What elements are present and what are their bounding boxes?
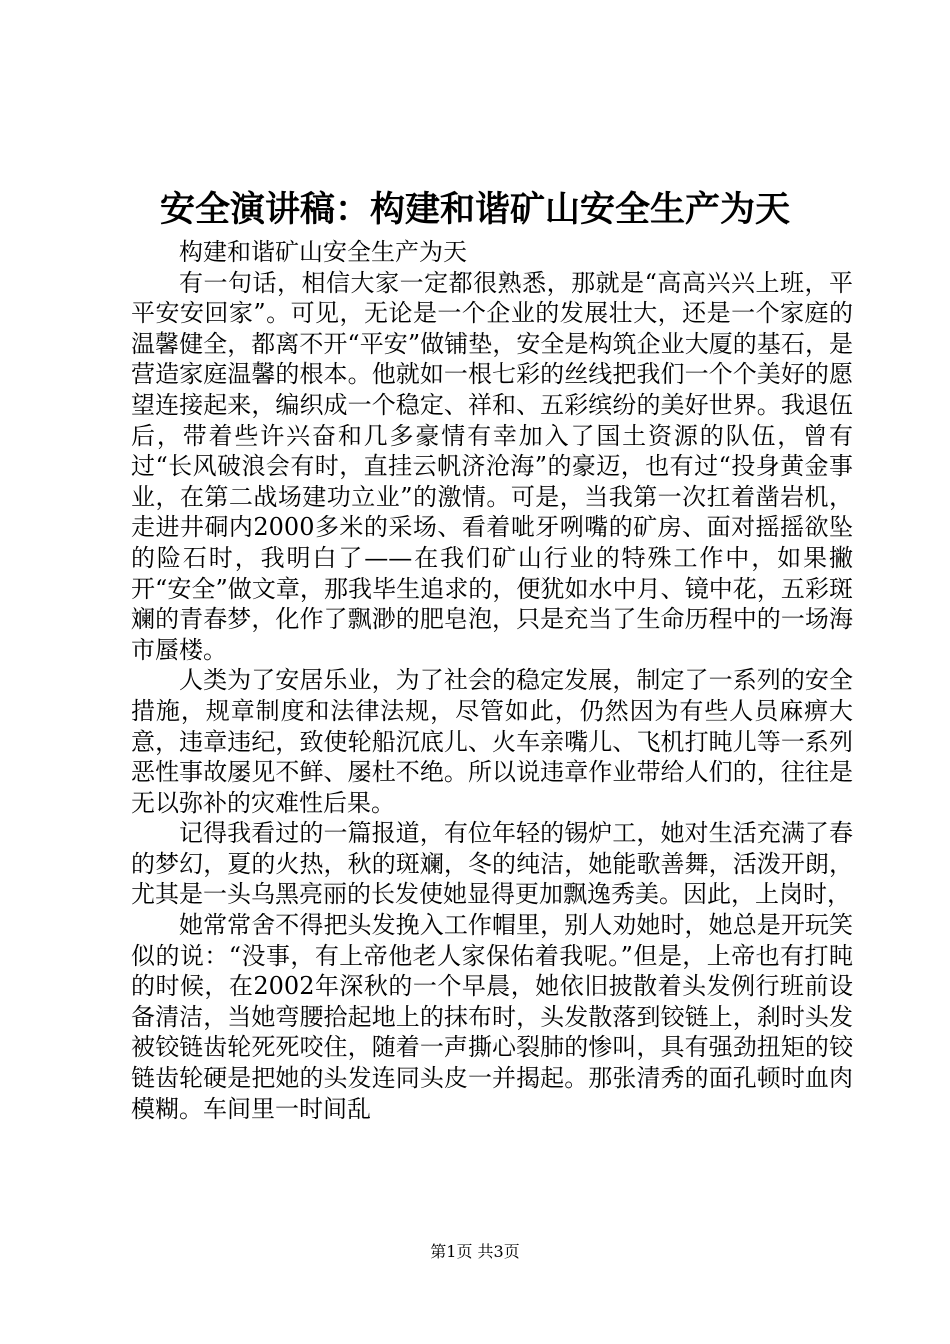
body-paragraph: 她常常舍不得把头发挽入工作帽里，别人劝她时，她总是开玩笑似的说：“没事，有上帝他老人家保佑着我呢。”但是，上帝也有打盹的时候，在2002年深秋的一个早晨，她依旧披散着头发例行班前设备清洁，当她弯腰拾起地上的抹布时，头发散落到铰链上，刹时头发被铰链齿轮死死咬住，随着一声撕心裂肺的惨叫，具有强劲扭矩的铰链齿轮硬是把她的头发连同头皮一并揭起。那张清秀的面孔顿时血肉模糊。车间里一时间乱: [131, 911, 853, 1123]
document-title: 安全演讲稿：构建和谐矿山安全生产为天: [159, 189, 790, 230]
subtitle-paragraph: 构建和谐矿山安全生产为天: [179, 238, 467, 266]
body-paragraph: 记得我看过的一篇报道，有位年轻的锡炉工，她对生活充满了春的梦幻，夏的火热，秋的斑斓，冬的纯洁，她能歌善舞，活泼开朗，尤其是一头乌黑亮丽的长发使她显得更加飘逸秀美。因此，上岗时，: [131, 819, 853, 909]
body-paragraph: 有一句话，相信大家一定都很熟悉，那就是“高高兴兴上班，平平安安回家”。可见，无论是一个企业的发展壮大，还是一个家庭的温馨健全，都离不开“平安”做铺垫，安全是构筑企业大厦的基石，是营造家庭温馨的根本。他就如一根七彩的丝线把我们一个个美好的愿望连接起来，编织成一个稳定、祥和、五彩缤纷的美好世界。我退伍后，带着些许兴奋和几多豪情有幸加入了国土资源的队伍，曾有过“长风破浪会有时，直挂云帆济沧海”的豪迈，也有过“投身黄金事业，在第二战场建功立业”的激情。可是，当我第一次扛着凿岩机，走进井硐内2000多米的采场、看着呲牙咧嘴的矿房、面对摇摇欲坠的险石时，我明白了——在我们矿山行业的特殊工作中，如果撇开“安全”做文章，那我毕生追求的，便犹如水中月、镜中花，五彩斑斓的青春梦，化作了飘渺的肥皂泡，只是充当了生命历程中的一场海市蜃楼。: [131, 268, 853, 664]
document-body: [131, 237, 853, 1124]
body-paragraph: 人类为了安居乐业，为了社会的稳定发展，制定了一系列的安全措施，规章制度和法律法规，尽管如此，仍然因为有些人员麻痹大意，违章违纪，致使轮船沉底儿、火车亲嘴儿、飞机打盹儿等一系列恶性事故屡见不鲜、屡杜不绝。所以说违章作业带给人们的，往往是无以弥补的灾难性后果。: [131, 666, 853, 817]
page-number-footer: 第1页 共3页: [430, 1242, 520, 1261]
